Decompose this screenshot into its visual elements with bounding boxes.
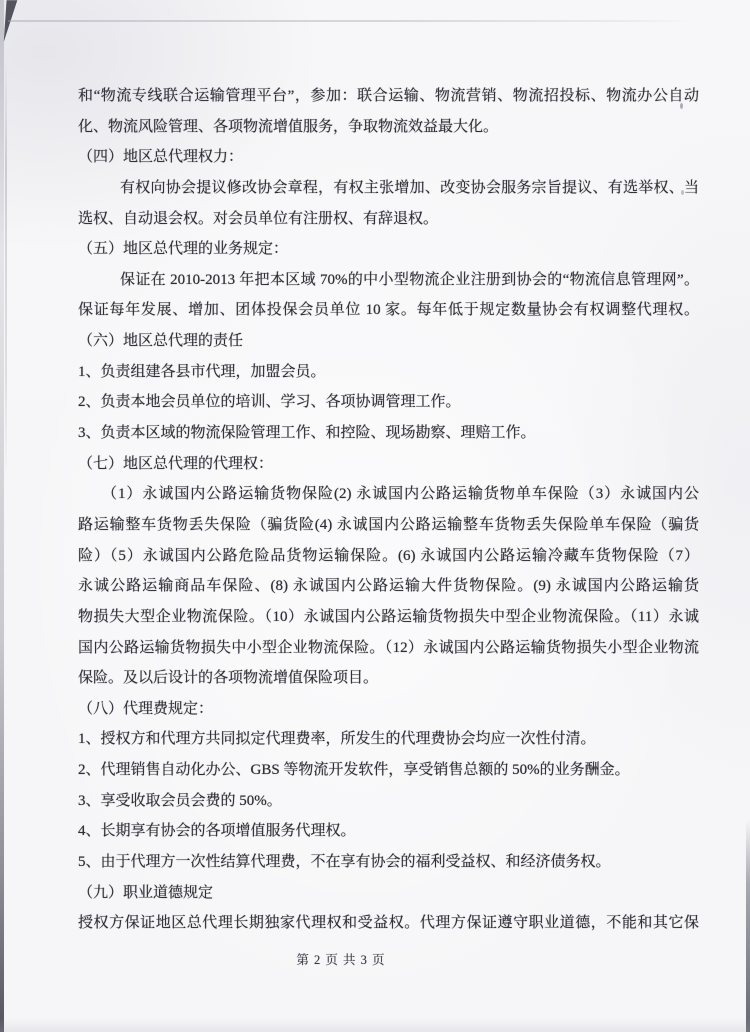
text-line: 选权、自动退会权。对会员单位有注册权、有辞退权。 [78,210,439,227]
text-line: 国内公路运输货物损失中小型企业物流保险。（12）永诚国内公路运输货物损失小型企业物流 [78,639,699,656]
text-line: 2、负责本地会员单位的培训、学习、各项协调管理工作。 [78,394,461,411]
text-line: 和“物流专线联合运输管理平台”，参加：联合运输、物流营销、物流招投标、物流办公自动 [78,88,699,104]
text-line: 5、由于代理方一次性结算代理费，不在享有协会的福利受益权、和经济债务权。 [78,854,611,871]
text-line: 授权方保证地区总代理长期独家代理权和受益权。代理方保证遵守职业道德，不能和其它保 [78,915,699,932]
scan-left-edge-shadow [0,0,4,1032]
text-line: 保证每年发展、增加、团体投保会员单位 10 家。每年低于规定数量协会有权调整代理权。 [78,302,699,319]
text-line: 2、代理销售自动化办公、GBS 等物流开发软件，享受销售总额的 50%的业务酬金。 [78,762,630,779]
document-body [78,81,699,939]
text-line: 1、授权方和代理方共同拟定代理费率，所发生的代理费协会均应一次性付清。 [78,731,596,748]
page-number: 第 2 页 共 3 页 [296,953,386,967]
page-footer [0,950,682,968]
text-line: （六）地区总代理的责任 [78,333,244,350]
text-line: （1）永诚国内公路运输货物保险(2) 永诚国内公路运输货物单车保险（3）永诚国内公 [102,486,699,503]
text-line: （四）地区总代理权力： [78,149,244,166]
text-line: 有权向协会提议修改协会章程，有权主张增加、改变协会服务宗旨提议、有选举权、当 [120,179,699,196]
text-line: （九）职业道德规定 [78,884,214,901]
text-line: 1、负责组建各县市代理，加盟会员。 [78,363,326,380]
paper-crease [5,55,7,485]
text-line: 保险。及以后设计的各项物流增值保险项目。 [78,670,379,687]
text-line: 3、享受收取会员会费的 50%。 [78,792,282,809]
text-line: 化、物流风险管理、各项物流增值服务，争取物流效益最大化。 [78,118,499,135]
text-line: 物损失大型企业物流保险。（10）永诚国内公路运输货物损失中型企业物流保险。（11）永诚 [78,608,699,625]
text-line: 永诚公路运输商品车保险、(8) 永诚国内公路运输大件货物保险。(9) 永诚国内公路运输货 [78,578,699,595]
text-line: 险）（5）永诚国内公路危险品货物运输保险。(6) 永诚国内公路运输冷藏车货物保险（7） [78,547,699,564]
scan-line-artifact [8,20,694,22]
text-line: （七）地区总代理的代理权： [78,455,274,472]
scan-right-edge-shadow [746,820,750,1032]
text-line: 3、负责本区域的物流保险管理工作、和控险、现场勘察、理赔工作。 [78,425,536,442]
scan-bottom-shadow [0,1018,750,1032]
text-line: 4、长期享有协会的各项增值服务代理权。 [78,823,356,840]
text-line: （八）代理费规定： [78,700,214,717]
text-line: （五）地区总代理的业务规定： [78,241,289,258]
text-line: 路运输整车货物丢失保险（骗货险(4) 永诚国内公路运输整车货物丢失保险单车保险（骗货 [78,516,699,533]
text-line: 保证在 2010-2013 年把本区域 70%的中小型物流企业注册到协会的“物流信息管理网”。 [120,271,699,288]
